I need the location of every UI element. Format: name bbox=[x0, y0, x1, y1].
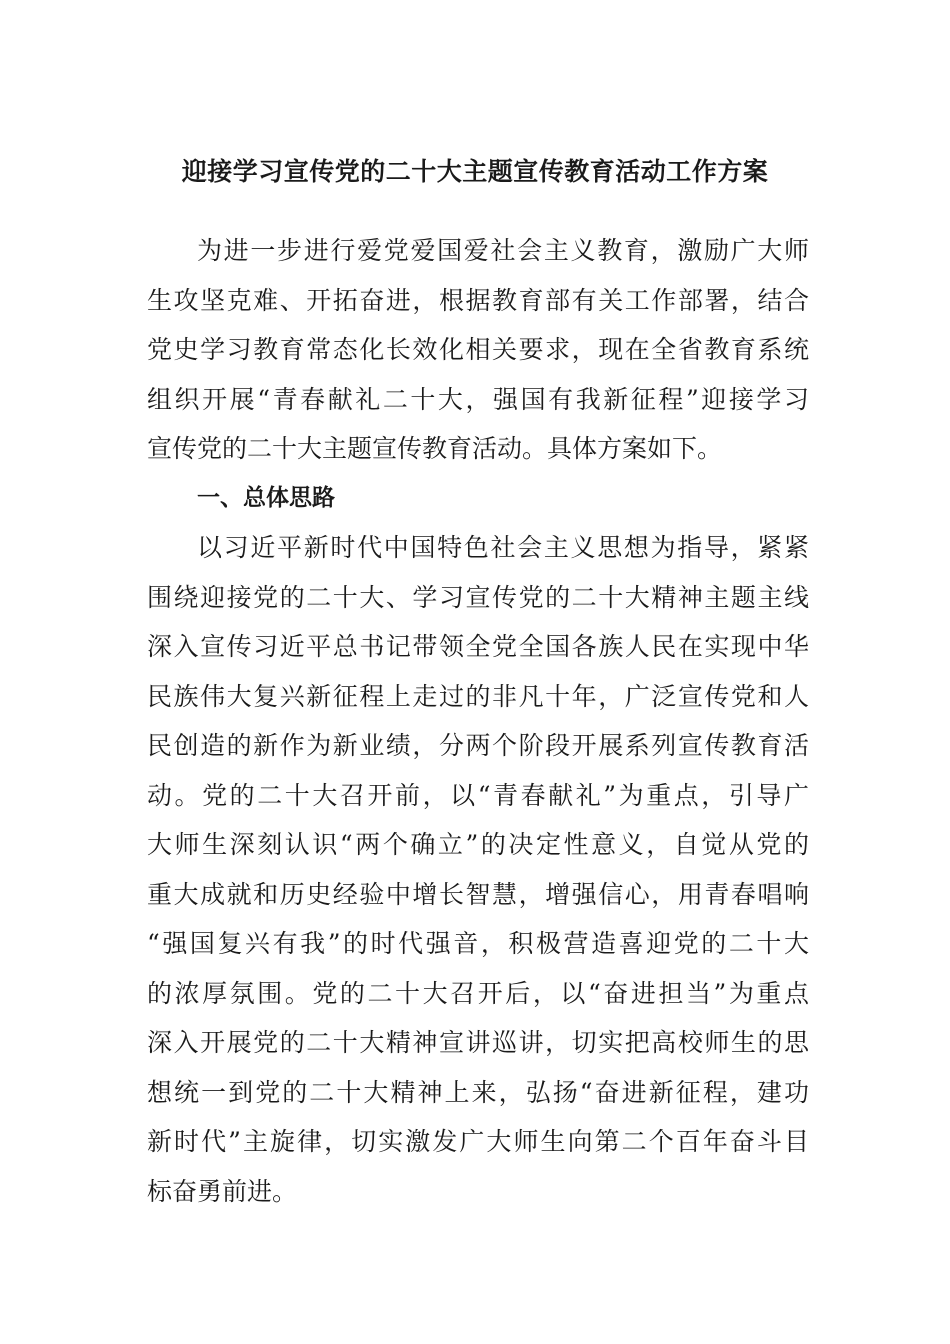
paragraph-line: 新时代”主旋律，切实激发广大师生向第二个百年奋斗目 bbox=[147, 1127, 809, 1156]
paragraph-line: 动。党的二十大召开前，以“青春献礼”为重点，引导广 bbox=[147, 780, 809, 810]
paragraph-overall-approach bbox=[147, 523, 809, 1216]
paragraph-line: 民创造的新作为新业绩，分两个阶段开展系列宣传教育活 bbox=[147, 731, 809, 760]
paragraph-line: 深入宣传习近平总书记带领全党全国各族人民在实现中华 bbox=[147, 632, 809, 661]
paragraph-line: 组织开展“青春献礼二十大，强国有我新征程”迎接学习 bbox=[147, 384, 809, 414]
paragraph-line: “强国复兴有我”的时代强音，积极营造喜迎党的二十大 bbox=[147, 929, 809, 958]
paragraph-line: 民族伟大复兴新征程上走过的非凡十年，广泛宣传党和人 bbox=[147, 681, 809, 711]
paragraph-line: 重大成就和历史经验中增长智慧，增强信心，用青春唱响 bbox=[147, 879, 809, 909]
paragraph-line: 党史学习教育常态化长效化相关要求，现在全省教育系统 bbox=[147, 335, 809, 364]
paragraph-line: 以习近平新时代中国特色社会主义思想为指导，紧紧 bbox=[197, 533, 809, 562]
paragraph-line: 的浓厚氛围。党的二十大召开后，以“奋进担当”为重点 bbox=[147, 978, 809, 1008]
paragraph-line: 生攻坚克难、开拓奋进，根据教育部有关工作部署，结合 bbox=[147, 285, 809, 315]
paragraph-line: 为进一步进行爱党爱国爱社会主义教育，激励广大师 bbox=[197, 236, 809, 265]
paragraph-line: 想统一到党的二十大精神上来，弘扬“奋进新征程，建功 bbox=[147, 1077, 809, 1107]
paragraph-line: 深入开展党的二十大精神宣讲巡讲，切实把高校师生的思 bbox=[147, 1028, 809, 1057]
section-heading: 一、总体思路 bbox=[197, 484, 335, 511]
paragraph-line: 宣传党的二十大主题宣传教育活动。具体方案如下。 bbox=[147, 434, 723, 463]
document-title: 迎接学习宣传党的二十大主题宣传教育活动工作方案 bbox=[181, 157, 769, 186]
paragraph-line: 标奋勇前进。 bbox=[147, 1176, 298, 1206]
paragraph-line: 围绕迎接党的二十大、学习宣传党的二十大精神主题主线 bbox=[147, 582, 809, 612]
paragraph-line: 大师生深刻认识“两个确立”的决定性意义，自觉从党的 bbox=[147, 830, 809, 859]
paragraph-intro bbox=[147, 226, 809, 474]
document-body bbox=[147, 226, 809, 1216]
